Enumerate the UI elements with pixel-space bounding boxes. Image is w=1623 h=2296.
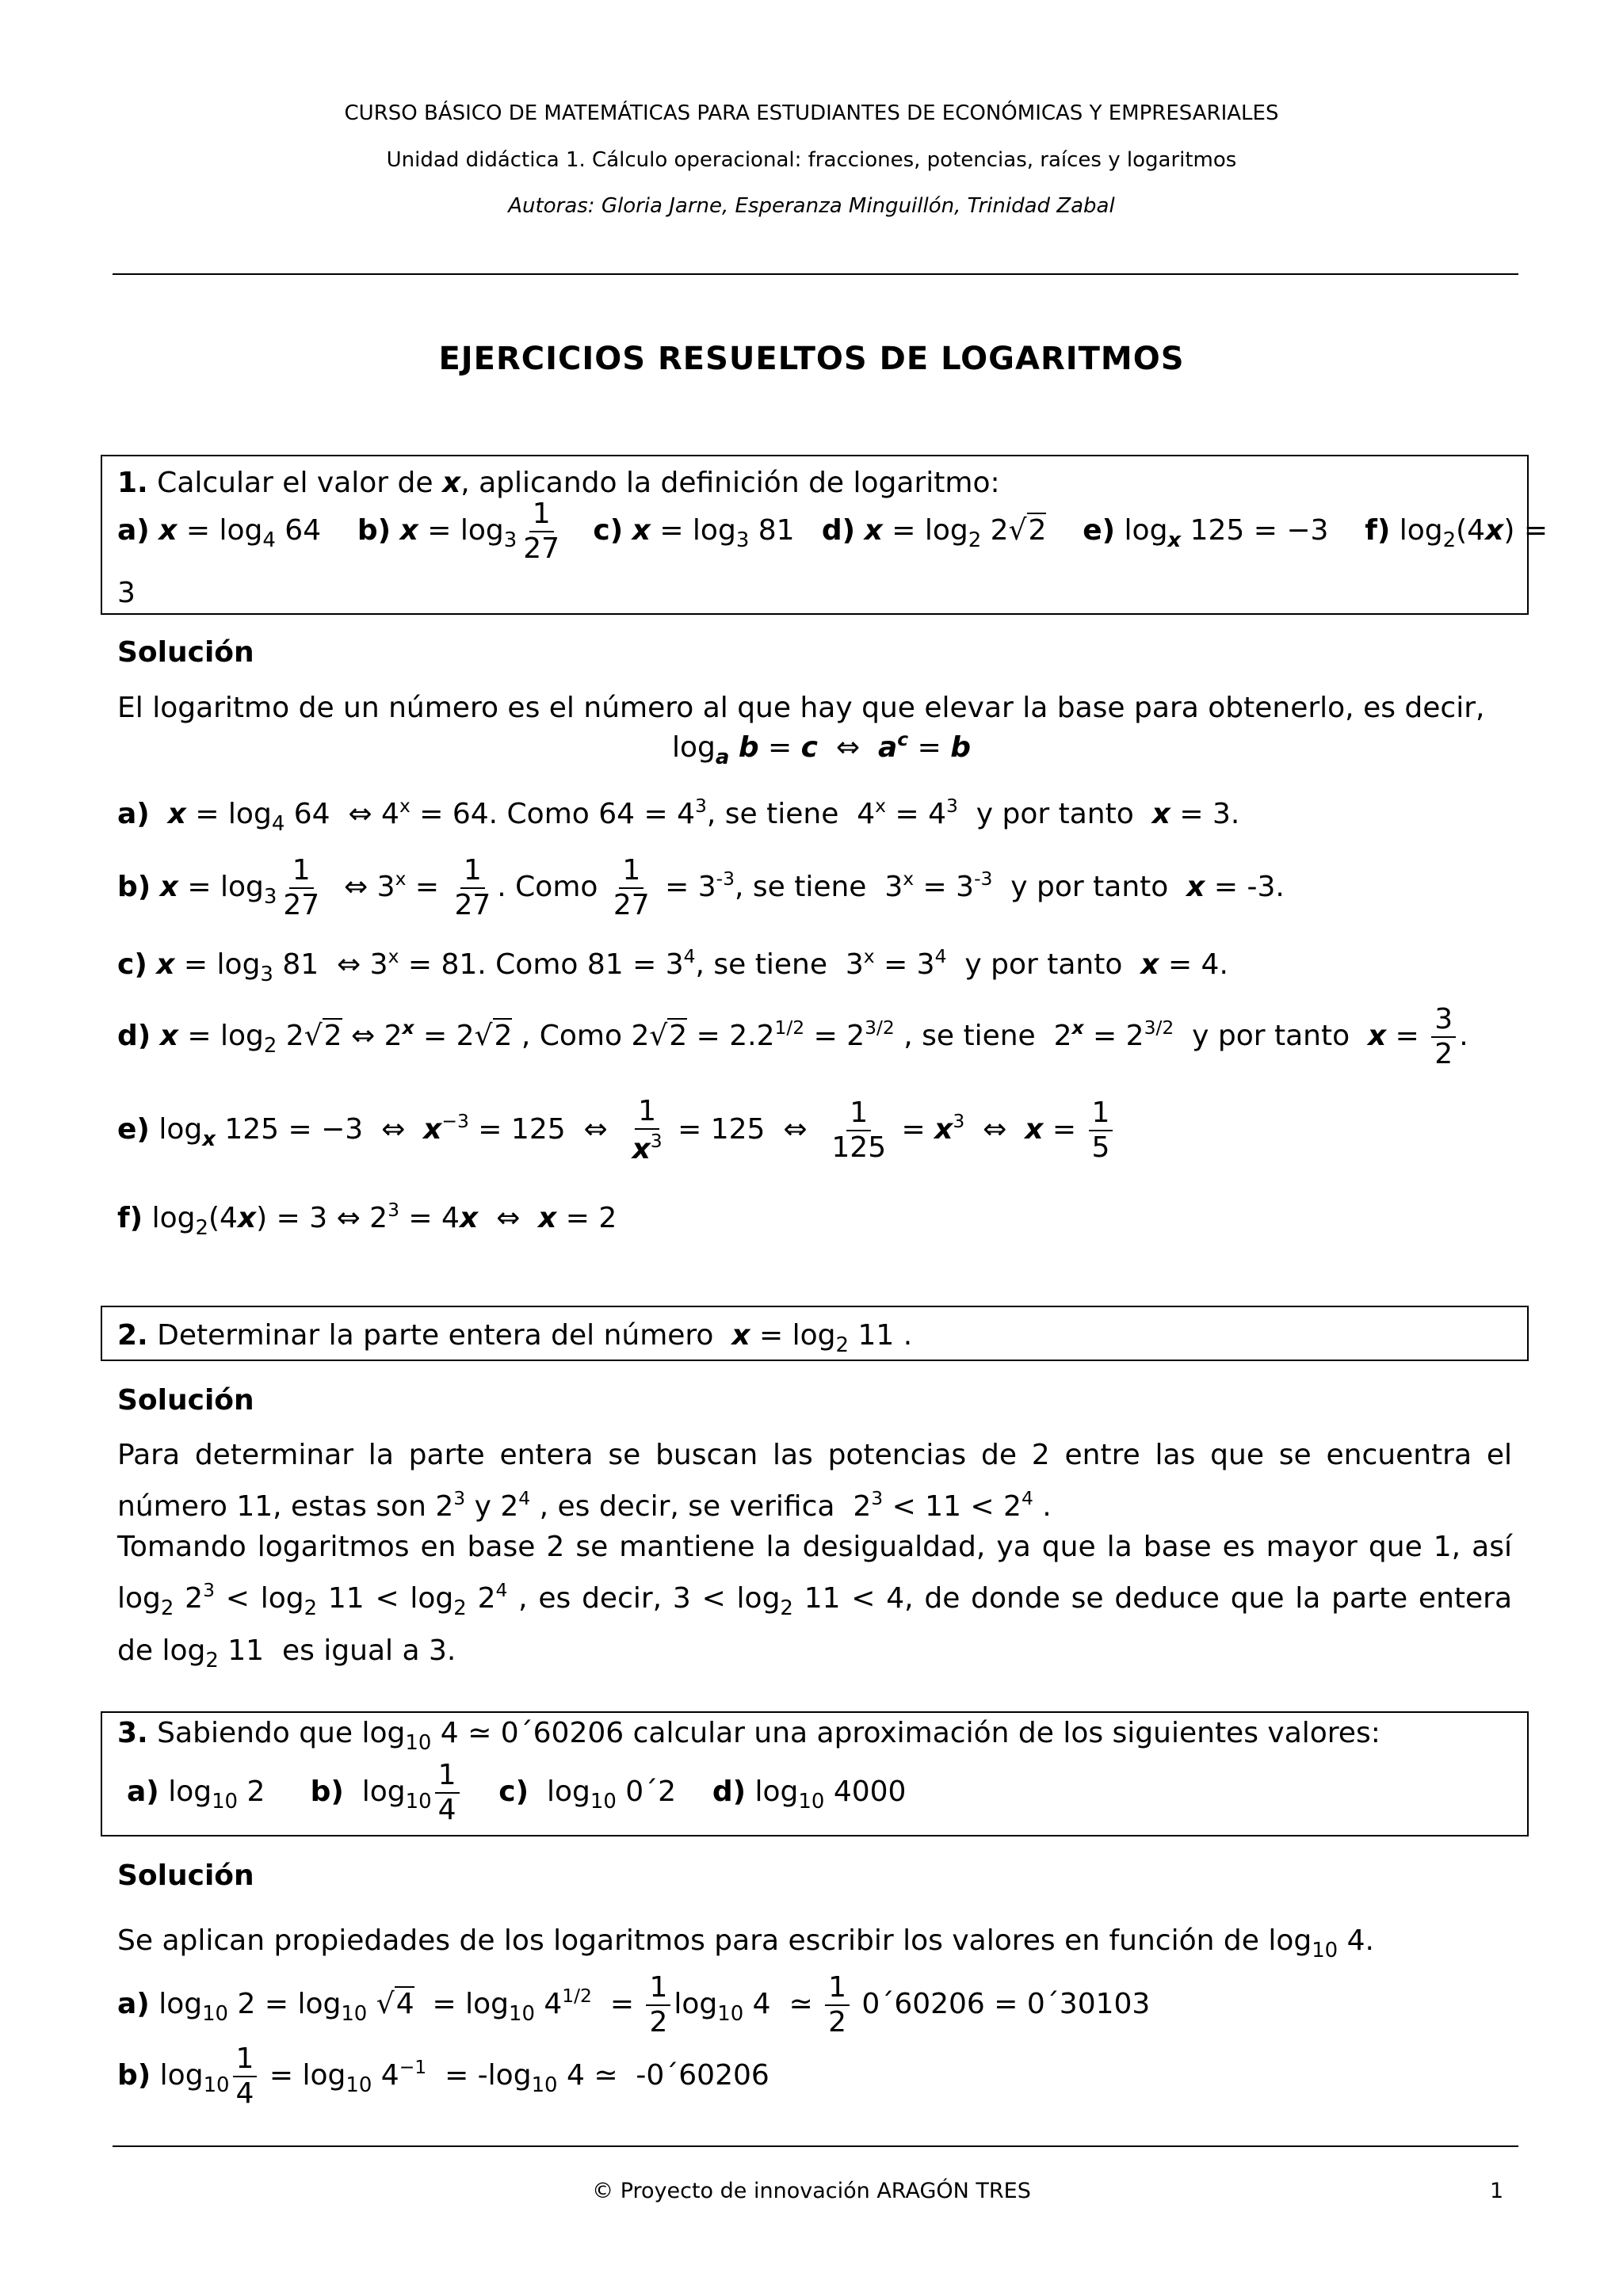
- footer-divider: [113, 2145, 1518, 2147]
- exercise-1-items: a) $x = \log_4 64$ b) $x = \log_3$ $\frac{1}{27}$ c) $x = \log_3 81$ d) $x = \log_2 2√2$ e) $\log_x 125 = -3$ f) $\log_2(4x)$ =: [117, 498, 1548, 565]
- exercise-1-statement: 1. Calcular el valor de x, aplicando la definición de logaritmo:: [117, 467, 1000, 499]
- page-number: 1: [1490, 2179, 1504, 2203]
- solution-1-intro: El logaritmo de un número es el número al que hay que elevar la base para obtenerlo, es decir,: [117, 692, 1485, 724]
- exercise-1-items-cont: 3: [117, 577, 136, 609]
- footer-credit: © Proyecto de innovación ARAGÓN TRES: [592, 2179, 1031, 2203]
- log-definition: $\log_a b = c$ ⇔ $a^c = b$: [672, 728, 971, 770]
- solution-1-b: b) $x = \log_3$ $\frac{1}{27}$ ⇔ $3^x$ = $\frac{1}{27}$ . Como $\frac{1}{27}$ = $3^{-3}$, se tiene $3^x = 3^{-3}$ y por tanto x = -3.: [117, 854, 1285, 921]
- page-title: EJERCICIOS RESUELTOS DE LOGARITMOS: [438, 341, 1185, 377]
- header-divider: [113, 273, 1518, 275]
- solution-3-b: b) $\log_{10}$ $\frac{1}{4}$ = $\log_{10} 4^{-1} = -\log_{10}$ 4 ≃ -0´60206: [117, 2042, 769, 2110]
- solution-2-label: Solución: [117, 1384, 254, 1417]
- exercise-3-items: a) $\log_{10} 2$ b) $\log_{10}$ $\frac{1}{4}$ c) $\log_{10}$ 0´2 d) $\log_{10} 4000$: [127, 1759, 907, 1826]
- solution-1-c: c) $x = \log_3 81$ ⇔ $3^x = 81$. Como $81 = 3^4$, se tiene $3^x = 3^4$ y por tanto x = 4.: [117, 945, 1228, 987]
- solution-3-intro: Se aplican propiedades de los logaritmos para escribir los valores en función de $\log_{10} 4$.: [117, 1924, 1374, 1963]
- solution-2-paragraph-2: Tomando logaritmos en base 2 se mantiene la desigualdad, ya que la base es mayor que 1, así $\log_2 2^3 < \log_2 11 < \log_2 2^4$ , es decir, $3 < \log_2 11 < 4$, de donde se deduce que la parte entera de $\log_2 11$ es igual a 3.: [117, 1531, 1513, 1673]
- exercise-3-statement: 3. Sabiendo que $\log_{10} 4$ ≃ 0´60206 calcular una aproximación de los siguientes valores:: [117, 1717, 1381, 1756]
- authors: Autoras: Gloria Jarne, Esperanza Minguillón, Trinidad Zabal: [508, 194, 1115, 218]
- exercise-2-statement: 2. Determinar la parte entera del número $x = \log_2 11$ .: [117, 1319, 913, 1358]
- solution-1-d: d) $x = \log_2 2√2$ ⇔ $2^x = 2√2$ , Como $2√2 = 2.2^{1/2} = 2^{3/2}$ , se tiene $2^x = 2^{3/2}$ y por tanto x = $\frac{3}{2}$ .: [117, 1003, 1468, 1070]
- solution-3-a: a) $\log_{10} 2 = \log_{10} √4 = \log_{10} 4^{1/2}$ = $\frac{1}{2}$ $\log_{10} 4$ ≃ $\frac{1}{2}$ 0´60206 = 0´30103: [117, 1971, 1151, 2039]
- solution-1-e: e) $\log_x 125 = -3$ ⇔ $x^{-3} = 125$ ⇔ $\frac{1}{x^3}$ = 125 ⇔ $\frac{1}{125}$ = $x^3$ ⇔ x = $\frac{1}{5}$: [117, 1097, 1116, 1165]
- solution-3-label: Solución: [117, 1859, 254, 1892]
- unit-title: Unidad didáctica 1. Cálculo operacional: fracciones, potencias, raíces y logaritmos: [386, 148, 1237, 172]
- solution-1-f: f) $\log_2(4x) = 3$ ⇔ $2^3 = 4x$ ⇔ x = 2: [117, 1199, 617, 1241]
- solution-1-a: a) $x = \log_4 64$ ⇔ $4^x = 64$. Como $64 = 4^3$, se tiene $4^x = 4^3$ y por tanto x = 3.: [117, 795, 1240, 837]
- course-title: CURSO BÁSICO DE MATEMÁTICAS PARA ESTUDIANTES DE ECONÓMICAS Y EMPRESARIALES: [344, 101, 1279, 125]
- solution-2-paragraph-1: Para determinar la parte entera se buscan las potencias de 2 entre las que se encuentra el número 11, estas son $2^3$ y $2^4$ , es decir, se verifica $2^3 < 11 < 2^4$ .: [117, 1439, 1512, 1524]
- solution-1-label: Solución: [117, 636, 254, 669]
